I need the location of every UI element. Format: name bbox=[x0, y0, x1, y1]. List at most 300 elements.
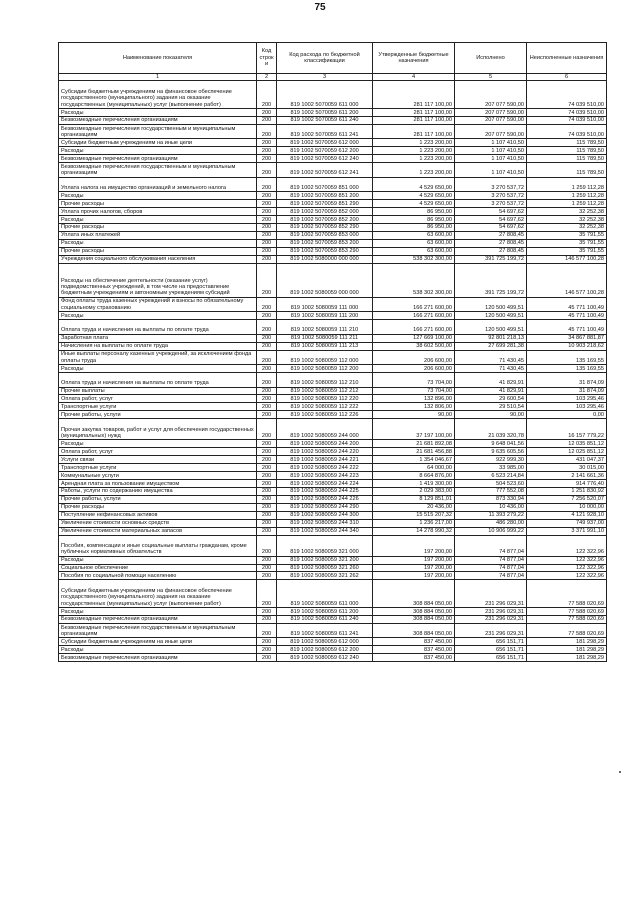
table-row bbox=[59, 255, 607, 263]
row-line-code: 200 bbox=[257, 527, 277, 535]
row-executed: 54 697,62 bbox=[455, 208, 527, 216]
row-name: Расходы bbox=[59, 365, 257, 373]
row-line-code: 200 bbox=[257, 216, 277, 224]
row-approved: 4 529 650,00 bbox=[373, 200, 455, 208]
budget-execution-table bbox=[58, 42, 607, 662]
row-budget-code: 819 1002 5080059 112 000 bbox=[277, 350, 373, 365]
row-executed: 27 808,45 bbox=[455, 239, 527, 247]
row-unexecuted: 115 789,50 bbox=[527, 155, 607, 163]
row-name: Расходы bbox=[59, 312, 257, 320]
column-number: 4 bbox=[373, 74, 455, 81]
row-approved: 20 436,00 bbox=[373, 503, 455, 511]
row-line-code: 200 bbox=[257, 480, 277, 488]
table-row bbox=[59, 216, 607, 224]
row-line-code: 200 bbox=[257, 395, 277, 403]
table-row bbox=[59, 411, 607, 419]
row-unexecuted: 31 874,09 bbox=[527, 387, 607, 395]
row-budget-code: 819 1002 5080059 112 210 bbox=[277, 373, 373, 388]
row-name: Субсидии бюджетным учреждениям на иные цели bbox=[59, 139, 257, 147]
row-budget-code: 819 1002 5080059 111 200 bbox=[277, 312, 373, 320]
row-line-code: 200 bbox=[257, 124, 277, 139]
row-name: Безвозмездные перечисления государственным и муниципальным организациям bbox=[59, 623, 257, 638]
row-unexecuted: 74 039 510,00 bbox=[527, 109, 607, 117]
row-approved: 64 000,00 bbox=[373, 464, 455, 472]
row-unexecuted: 3 371 991,10 bbox=[527, 527, 607, 535]
row-budget-code: 819 1002 5070059 853 290 bbox=[277, 247, 373, 255]
table-row bbox=[59, 419, 607, 440]
row-unexecuted: 2 141 661,36 bbox=[527, 472, 607, 480]
row-budget-code: 819 1002 5080059 244 221 bbox=[277, 456, 373, 464]
column-number-row bbox=[59, 74, 607, 81]
row-executed: 10 906 999,22 bbox=[455, 527, 527, 535]
row-unexecuted: 45 771 100,49 bbox=[527, 297, 607, 312]
row-name: Безвозмездные перечисления государственным и муниципальным организациям bbox=[59, 163, 257, 178]
row-budget-code: 819 1002 5080059 244 300 bbox=[277, 511, 373, 519]
row-line-code: 200 bbox=[257, 608, 277, 616]
row-line-code: 200 bbox=[257, 456, 277, 464]
table-row bbox=[59, 448, 607, 456]
row-name: Уплата налога на имущество организаций и земельного налога bbox=[59, 177, 257, 192]
row-name: Учреждения социального обслуживания населения bbox=[59, 255, 257, 263]
row-budget-code: 819 1002 5070059 612 200 bbox=[277, 147, 373, 155]
row-unexecuted: 115 789,50 bbox=[527, 147, 607, 155]
table-row bbox=[59, 192, 607, 200]
row-approved: 308 884 050,00 bbox=[373, 615, 455, 623]
row-budget-code: 819 1002 5080059 612 240 bbox=[277, 654, 373, 662]
row-approved: 8 664 876,00 bbox=[373, 472, 455, 480]
header-executed: Исполнено bbox=[455, 43, 527, 74]
row-unexecuted: 34 867 881,87 bbox=[527, 334, 607, 342]
table-row bbox=[59, 239, 607, 247]
row-executed: 3 270 537,72 bbox=[455, 200, 527, 208]
row-line-code: 200 bbox=[257, 572, 277, 580]
row-unexecuted: 115 789,50 bbox=[527, 139, 607, 147]
row-approved: 1 419 300,00 bbox=[373, 480, 455, 488]
row-unexecuted: 7 256 520,07 bbox=[527, 495, 607, 503]
row-executed: 29 510,54 bbox=[455, 403, 527, 411]
row-executed: 873 330,94 bbox=[455, 495, 527, 503]
column-number: 1 bbox=[59, 74, 257, 81]
row-executed: 207 077 590,00 bbox=[455, 81, 527, 109]
row-line-code: 200 bbox=[257, 464, 277, 472]
row-budget-code: 819 1002 5080059 244 225 bbox=[277, 487, 373, 495]
row-line-code: 200 bbox=[257, 139, 277, 147]
row-approved: 308 884 050,00 bbox=[373, 623, 455, 638]
row-budget-code: 819 1002 5070059 851 000 bbox=[277, 177, 373, 192]
row-budget-code: 819 1002 5080059 112 226 bbox=[277, 411, 373, 419]
table-row bbox=[59, 480, 607, 488]
row-budget-code: 819 1002 5080059 000 000 bbox=[277, 263, 373, 297]
row-approved: 132 896,00 bbox=[373, 395, 455, 403]
row-budget-code: 819 1002 5070059 611 000 bbox=[277, 81, 373, 109]
row-approved: 1 223 200,00 bbox=[373, 163, 455, 178]
row-approved: 538 302 300,00 bbox=[373, 263, 455, 297]
row-budget-code: 819 1002 5070059 612 241 bbox=[277, 163, 373, 178]
row-executed: 207 077 590,00 bbox=[455, 124, 527, 139]
row-approved: 166 271 600,00 bbox=[373, 320, 455, 335]
row-unexecuted: 10 000,00 bbox=[527, 503, 607, 511]
row-line-code: 200 bbox=[257, 623, 277, 638]
row-budget-code: 819 1002 5080059 111 000 bbox=[277, 297, 373, 312]
row-executed: 54 697,62 bbox=[455, 216, 527, 224]
column-number: 5 bbox=[455, 74, 527, 81]
row-budget-code: 819 1002 5080059 111 213 bbox=[277, 342, 373, 350]
row-name: Увеличение стоимости основных средств bbox=[59, 519, 257, 527]
row-unexecuted: 74 039 510,00 bbox=[527, 116, 607, 124]
row-name: Начисления на выплаты по оплате труда bbox=[59, 342, 257, 350]
row-approved: 197 200,00 bbox=[373, 535, 455, 556]
row-line-code: 200 bbox=[257, 387, 277, 395]
row-approved: 4 529 650,00 bbox=[373, 177, 455, 192]
row-name: Прочие расходы bbox=[59, 503, 257, 511]
row-approved: 73 704,00 bbox=[373, 387, 455, 395]
row-name: Оплата работ, услуг bbox=[59, 448, 257, 456]
table-row bbox=[59, 124, 607, 139]
row-approved: 127 669 100,00 bbox=[373, 334, 455, 342]
row-name: Поступление нефинансовых активов bbox=[59, 511, 257, 519]
row-approved: 538 302 300,00 bbox=[373, 255, 455, 263]
row-unexecuted: 1 259 112,28 bbox=[527, 192, 607, 200]
table-row bbox=[59, 623, 607, 638]
row-unexecuted: 122 322,96 bbox=[527, 564, 607, 572]
row-name: Увеличение стоимости материальных запасов bbox=[59, 527, 257, 535]
row-name: Уплата иных платежей bbox=[59, 231, 257, 239]
row-budget-code: 819 1002 5080059 244 220 bbox=[277, 448, 373, 456]
row-executed: 27 808,45 bbox=[455, 231, 527, 239]
row-unexecuted: 122 322,96 bbox=[527, 572, 607, 580]
row-line-code: 200 bbox=[257, 81, 277, 109]
row-approved: 308 884 050,00 bbox=[373, 608, 455, 616]
row-line-code: 200 bbox=[257, 519, 277, 527]
row-unexecuted: 749 937,00 bbox=[527, 519, 607, 527]
row-approved: 281 117 100,00 bbox=[373, 81, 455, 109]
row-executed: 1 107 410,50 bbox=[455, 155, 527, 163]
table-row bbox=[59, 116, 607, 124]
table-row bbox=[59, 556, 607, 564]
row-executed: 71 430,45 bbox=[455, 350, 527, 365]
row-name: Безвозмездные перечисления государственным и муниципальным организациям bbox=[59, 124, 257, 139]
table-row bbox=[59, 519, 607, 527]
row-executed: 656 151,71 bbox=[455, 646, 527, 654]
column-number: 2 bbox=[257, 74, 277, 81]
row-line-code: 200 bbox=[257, 223, 277, 231]
table-row bbox=[59, 487, 607, 495]
row-name: Прочие работы, услуги bbox=[59, 495, 257, 503]
row-executed: 231 296 029,31 bbox=[455, 580, 527, 608]
row-name: Транспортные услуги bbox=[59, 464, 257, 472]
row-name: Расходы bbox=[59, 608, 257, 616]
row-approved: 38 602 500,00 bbox=[373, 342, 455, 350]
row-unexecuted: 77 588 020,69 bbox=[527, 580, 607, 608]
row-line-code: 200 bbox=[257, 448, 277, 456]
row-name: Пособия по социальной помощи населению bbox=[59, 572, 257, 580]
row-executed: 41 829,91 bbox=[455, 373, 527, 388]
row-budget-code: 819 1002 5080059 244 290 bbox=[277, 503, 373, 511]
row-executed: 391 725 199,72 bbox=[455, 263, 527, 297]
table-row bbox=[59, 472, 607, 480]
row-name: Арендная плата за пользование имуществом bbox=[59, 480, 257, 488]
row-line-code: 200 bbox=[257, 247, 277, 255]
table-row bbox=[59, 403, 607, 411]
row-approved: 14 278 990,32 bbox=[373, 527, 455, 535]
row-executed: 1 107 410,50 bbox=[455, 147, 527, 155]
row-line-code: 200 bbox=[257, 440, 277, 448]
table-row bbox=[59, 527, 607, 535]
row-budget-code: 819 1002 5080059 244 224 bbox=[277, 480, 373, 488]
row-unexecuted: 181 298,29 bbox=[527, 654, 607, 662]
row-approved: 73 704,00 bbox=[373, 373, 455, 388]
row-executed: 207 077 590,00 bbox=[455, 109, 527, 117]
row-budget-code: 819 1002 5070059 612 240 bbox=[277, 155, 373, 163]
table-row bbox=[59, 147, 607, 155]
row-executed: 231 296 029,31 bbox=[455, 608, 527, 616]
row-unexecuted: 77 588 020,69 bbox=[527, 608, 607, 616]
table-row bbox=[59, 646, 607, 654]
row-name: Расходы bbox=[59, 646, 257, 654]
row-approved: 837 450,00 bbox=[373, 638, 455, 646]
row-executed: 922 999,30 bbox=[455, 456, 527, 464]
row-unexecuted: 181 298,29 bbox=[527, 638, 607, 646]
row-line-code: 200 bbox=[257, 472, 277, 480]
row-executed: 33 985,00 bbox=[455, 464, 527, 472]
row-name: Оплата труда и начисления на выплаты по оплате труда bbox=[59, 373, 257, 388]
row-name: Работы, услуги по содержанию имущества bbox=[59, 487, 257, 495]
row-line-code: 200 bbox=[257, 646, 277, 654]
table-row bbox=[59, 511, 607, 519]
row-line-code: 200 bbox=[257, 638, 277, 646]
row-unexecuted: 4 121 928,10 bbox=[527, 511, 607, 519]
row-name: Прочие расходы bbox=[59, 247, 257, 255]
table-row bbox=[59, 109, 607, 117]
column-number: 3 bbox=[277, 74, 373, 81]
table-row bbox=[59, 503, 607, 511]
row-name: Расходы bbox=[59, 440, 257, 448]
table-row bbox=[59, 139, 607, 147]
row-budget-code: 819 1002 5080059 244 340 bbox=[277, 527, 373, 535]
row-unexecuted: 35 791,55 bbox=[527, 247, 607, 255]
row-name: Расходы bbox=[59, 239, 257, 247]
table-row bbox=[59, 263, 607, 297]
row-unexecuted: 135 169,55 bbox=[527, 350, 607, 365]
row-line-code: 200 bbox=[257, 419, 277, 440]
row-budget-code: 819 1002 5070059 851 200 bbox=[277, 192, 373, 200]
row-unexecuted: 103 295,46 bbox=[527, 403, 607, 411]
row-name: Оплата работ, услуг bbox=[59, 395, 257, 403]
row-unexecuted: 77 588 020,69 bbox=[527, 615, 607, 623]
row-line-code: 200 bbox=[257, 334, 277, 342]
row-budget-code: 819 1002 5070059 853 200 bbox=[277, 239, 373, 247]
row-approved: 1 223 200,00 bbox=[373, 147, 455, 155]
row-approved: 63 600,00 bbox=[373, 239, 455, 247]
row-executed: 504 523,60 bbox=[455, 480, 527, 488]
row-executed: 11 393 279,22 bbox=[455, 511, 527, 519]
row-unexecuted: 12 025 851,12 bbox=[527, 448, 607, 456]
header-budget-code: Код расхода по бюджетной классификации bbox=[277, 43, 373, 74]
row-line-code: 200 bbox=[257, 177, 277, 192]
row-unexecuted: 77 588 020,69 bbox=[527, 623, 607, 638]
row-budget-code: 819 1002 5080059 244 223 bbox=[277, 472, 373, 480]
row-executed: 74 877,04 bbox=[455, 572, 527, 580]
row-budget-code: 819 1002 5070059 851 290 bbox=[277, 200, 373, 208]
row-approved: 166 271 600,00 bbox=[373, 312, 455, 320]
header-unexecuted: Неисполненные назначения bbox=[527, 43, 607, 74]
row-unexecuted: 74 039 510,00 bbox=[527, 124, 607, 139]
row-line-code: 200 bbox=[257, 580, 277, 608]
row-executed: 27 808,45 bbox=[455, 247, 527, 255]
row-budget-code: 819 1002 5080059 112 200 bbox=[277, 365, 373, 373]
row-line-code: 200 bbox=[257, 411, 277, 419]
row-approved: 86 950,00 bbox=[373, 208, 455, 216]
row-name: Субсидии бюджетным учреждениям на иные цели bbox=[59, 638, 257, 646]
row-unexecuted: 35 791,55 bbox=[527, 231, 607, 239]
row-executed: 21 039 320,78 bbox=[455, 419, 527, 440]
table-row bbox=[59, 495, 607, 503]
row-approved: 281 117 100,00 bbox=[373, 116, 455, 124]
row-approved: 21 681 892,08 bbox=[373, 440, 455, 448]
row-line-code: 200 bbox=[257, 373, 277, 388]
row-budget-code: 819 1002 5080059 244 226 bbox=[277, 495, 373, 503]
row-approved: 281 117 100,00 bbox=[373, 109, 455, 117]
row-name: Расходы на обеспечение деятельности (оказание услуг) подведомственных учреждений, в том числе на предоставление бюджетным учреждениям и автономным учреждениям субсидий bbox=[59, 263, 257, 297]
row-budget-code: 819 1002 5070059 612 000 bbox=[277, 139, 373, 147]
row-executed: 10 436,00 bbox=[455, 503, 527, 511]
row-name: Расходы bbox=[59, 147, 257, 155]
row-unexecuted: 32 252,38 bbox=[527, 216, 607, 224]
row-approved: 1 223 200,00 bbox=[373, 139, 455, 147]
table-row bbox=[59, 365, 607, 373]
row-executed: 120 500 499,51 bbox=[455, 297, 527, 312]
row-name: Уплата прочих налогов, сборов bbox=[59, 208, 257, 216]
row-line-code: 200 bbox=[257, 239, 277, 247]
row-name: Прочие выплаты bbox=[59, 387, 257, 395]
row-name: Прочая закупка товаров, работ и услуг для обеспечения государственных (муниципальных) нужд bbox=[59, 419, 257, 440]
table-row bbox=[59, 223, 607, 231]
row-approved: 4 529 650,00 bbox=[373, 192, 455, 200]
row-budget-code: 819 1002 5080059 321 000 bbox=[277, 535, 373, 556]
row-name: Расходы bbox=[59, 109, 257, 117]
row-name: Расходы bbox=[59, 556, 257, 564]
table-row bbox=[59, 177, 607, 192]
table-row bbox=[59, 334, 607, 342]
row-executed: 391 725 199,72 bbox=[455, 255, 527, 263]
table-row bbox=[59, 638, 607, 646]
row-line-code: 200 bbox=[257, 109, 277, 117]
table-row bbox=[59, 654, 607, 662]
row-unexecuted: 74 039 510,00 bbox=[527, 81, 607, 109]
row-unexecuted: 146 577 100,28 bbox=[527, 255, 607, 263]
table-row bbox=[59, 320, 607, 335]
row-unexecuted: 914 776,40 bbox=[527, 480, 607, 488]
row-approved: 1 354 046,67 bbox=[373, 456, 455, 464]
row-budget-code: 819 1002 5080059 611 000 bbox=[277, 580, 373, 608]
row-line-code: 200 bbox=[257, 487, 277, 495]
row-unexecuted: 10 903 218,62 bbox=[527, 342, 607, 350]
row-unexecuted: 115 789,50 bbox=[527, 163, 607, 178]
table-row bbox=[59, 247, 607, 255]
row-executed: 1 107 410,50 bbox=[455, 139, 527, 147]
row-executed: 74 877,04 bbox=[455, 535, 527, 556]
row-executed: 120 500 499,51 bbox=[455, 312, 527, 320]
table-row bbox=[59, 208, 607, 216]
row-executed: 9 648 041,56 bbox=[455, 440, 527, 448]
row-name: Расходы bbox=[59, 216, 257, 224]
row-executed: 3 270 537,72 bbox=[455, 192, 527, 200]
row-budget-code: 819 1002 5080059 321 262 bbox=[277, 572, 373, 580]
row-unexecuted: 135 169,55 bbox=[527, 365, 607, 373]
row-unexecuted: 146 577 100,28 bbox=[527, 263, 607, 297]
table-row bbox=[59, 464, 607, 472]
row-executed: 27 699 281,38 bbox=[455, 342, 527, 350]
row-executed: 3 270 537,72 bbox=[455, 177, 527, 192]
column-number: 6 bbox=[527, 74, 607, 81]
row-budget-code: 819 1002 5080059 611 241 bbox=[277, 623, 373, 638]
row-line-code: 200 bbox=[257, 564, 277, 572]
row-unexecuted: 30 015,00 bbox=[527, 464, 607, 472]
row-line-code: 200 bbox=[257, 365, 277, 373]
row-budget-code: 819 1002 5070059 853 000 bbox=[277, 231, 373, 239]
row-line-code: 200 bbox=[257, 147, 277, 155]
row-executed: 231 296 029,31 bbox=[455, 623, 527, 638]
table-row bbox=[59, 373, 607, 388]
row-approved: 86 950,00 bbox=[373, 223, 455, 231]
row-budget-code: 819 1002 5080059 112 220 bbox=[277, 395, 373, 403]
table-row bbox=[59, 312, 607, 320]
row-line-code: 200 bbox=[257, 192, 277, 200]
row-approved: 206 600,00 bbox=[373, 365, 455, 373]
row-budget-code: 819 1002 5080059 112 212 bbox=[277, 387, 373, 395]
row-name: Услуги связи bbox=[59, 456, 257, 464]
row-name: Прочие расходы bbox=[59, 223, 257, 231]
table-row bbox=[59, 395, 607, 403]
row-name: Прочие расходы bbox=[59, 200, 257, 208]
row-budget-code: 819 1002 5080059 244 310 bbox=[277, 519, 373, 527]
row-unexecuted: 35 791,55 bbox=[527, 239, 607, 247]
header-line-code: Код строк и bbox=[257, 43, 277, 74]
row-budget-code: 819 1002 5080059 111 211 bbox=[277, 334, 373, 342]
row-budget-code: 819 1002 5080059 612 000 bbox=[277, 638, 373, 646]
row-line-code: 200 bbox=[257, 403, 277, 411]
table-row bbox=[59, 615, 607, 623]
row-executed: 120 500 499,51 bbox=[455, 320, 527, 335]
row-name: Оплата труда и начисления на выплаты по оплате труда bbox=[59, 320, 257, 335]
row-line-code: 200 bbox=[257, 503, 277, 511]
row-executed: 486 280,00 bbox=[455, 519, 527, 527]
row-line-code: 200 bbox=[257, 615, 277, 623]
row-line-code: 200 bbox=[257, 350, 277, 365]
row-budget-code: 819 1002 5070059 611 200 bbox=[277, 109, 373, 117]
row-unexecuted: 181 298,29 bbox=[527, 646, 607, 654]
row-executed: 71 430,45 bbox=[455, 365, 527, 373]
row-budget-code: 819 1002 5080000 000 000 bbox=[277, 255, 373, 263]
row-approved: 15 515 207,32 bbox=[373, 511, 455, 519]
row-line-code: 200 bbox=[257, 263, 277, 297]
row-approved: 281 117 100,00 bbox=[373, 124, 455, 139]
row-unexecuted: 45 771 100,49 bbox=[527, 312, 607, 320]
row-name: Субсидии бюджетным учреждениям на финансовое обеспечение государственного (муниципального) задания на оказание государственных (муниципальных) услуг (выполнение работ) bbox=[59, 81, 257, 109]
row-approved: 166 271 600,00 bbox=[373, 297, 455, 312]
row-line-code: 200 bbox=[257, 511, 277, 519]
row-approved: 90,00 bbox=[373, 411, 455, 419]
table-row bbox=[59, 163, 607, 178]
header-name: Наименование показателя bbox=[59, 43, 257, 74]
row-executed: 29 600,54 bbox=[455, 395, 527, 403]
row-approved: 308 884 050,00 bbox=[373, 580, 455, 608]
row-unexecuted: 431 047,37 bbox=[527, 456, 607, 464]
row-unexecuted: 1 259 112,28 bbox=[527, 177, 607, 192]
row-executed: 41 829,91 bbox=[455, 387, 527, 395]
row-name: Безвозмездные перечисления организациям bbox=[59, 116, 257, 124]
row-budget-code: 819 1002 5080059 321 200 bbox=[277, 556, 373, 564]
